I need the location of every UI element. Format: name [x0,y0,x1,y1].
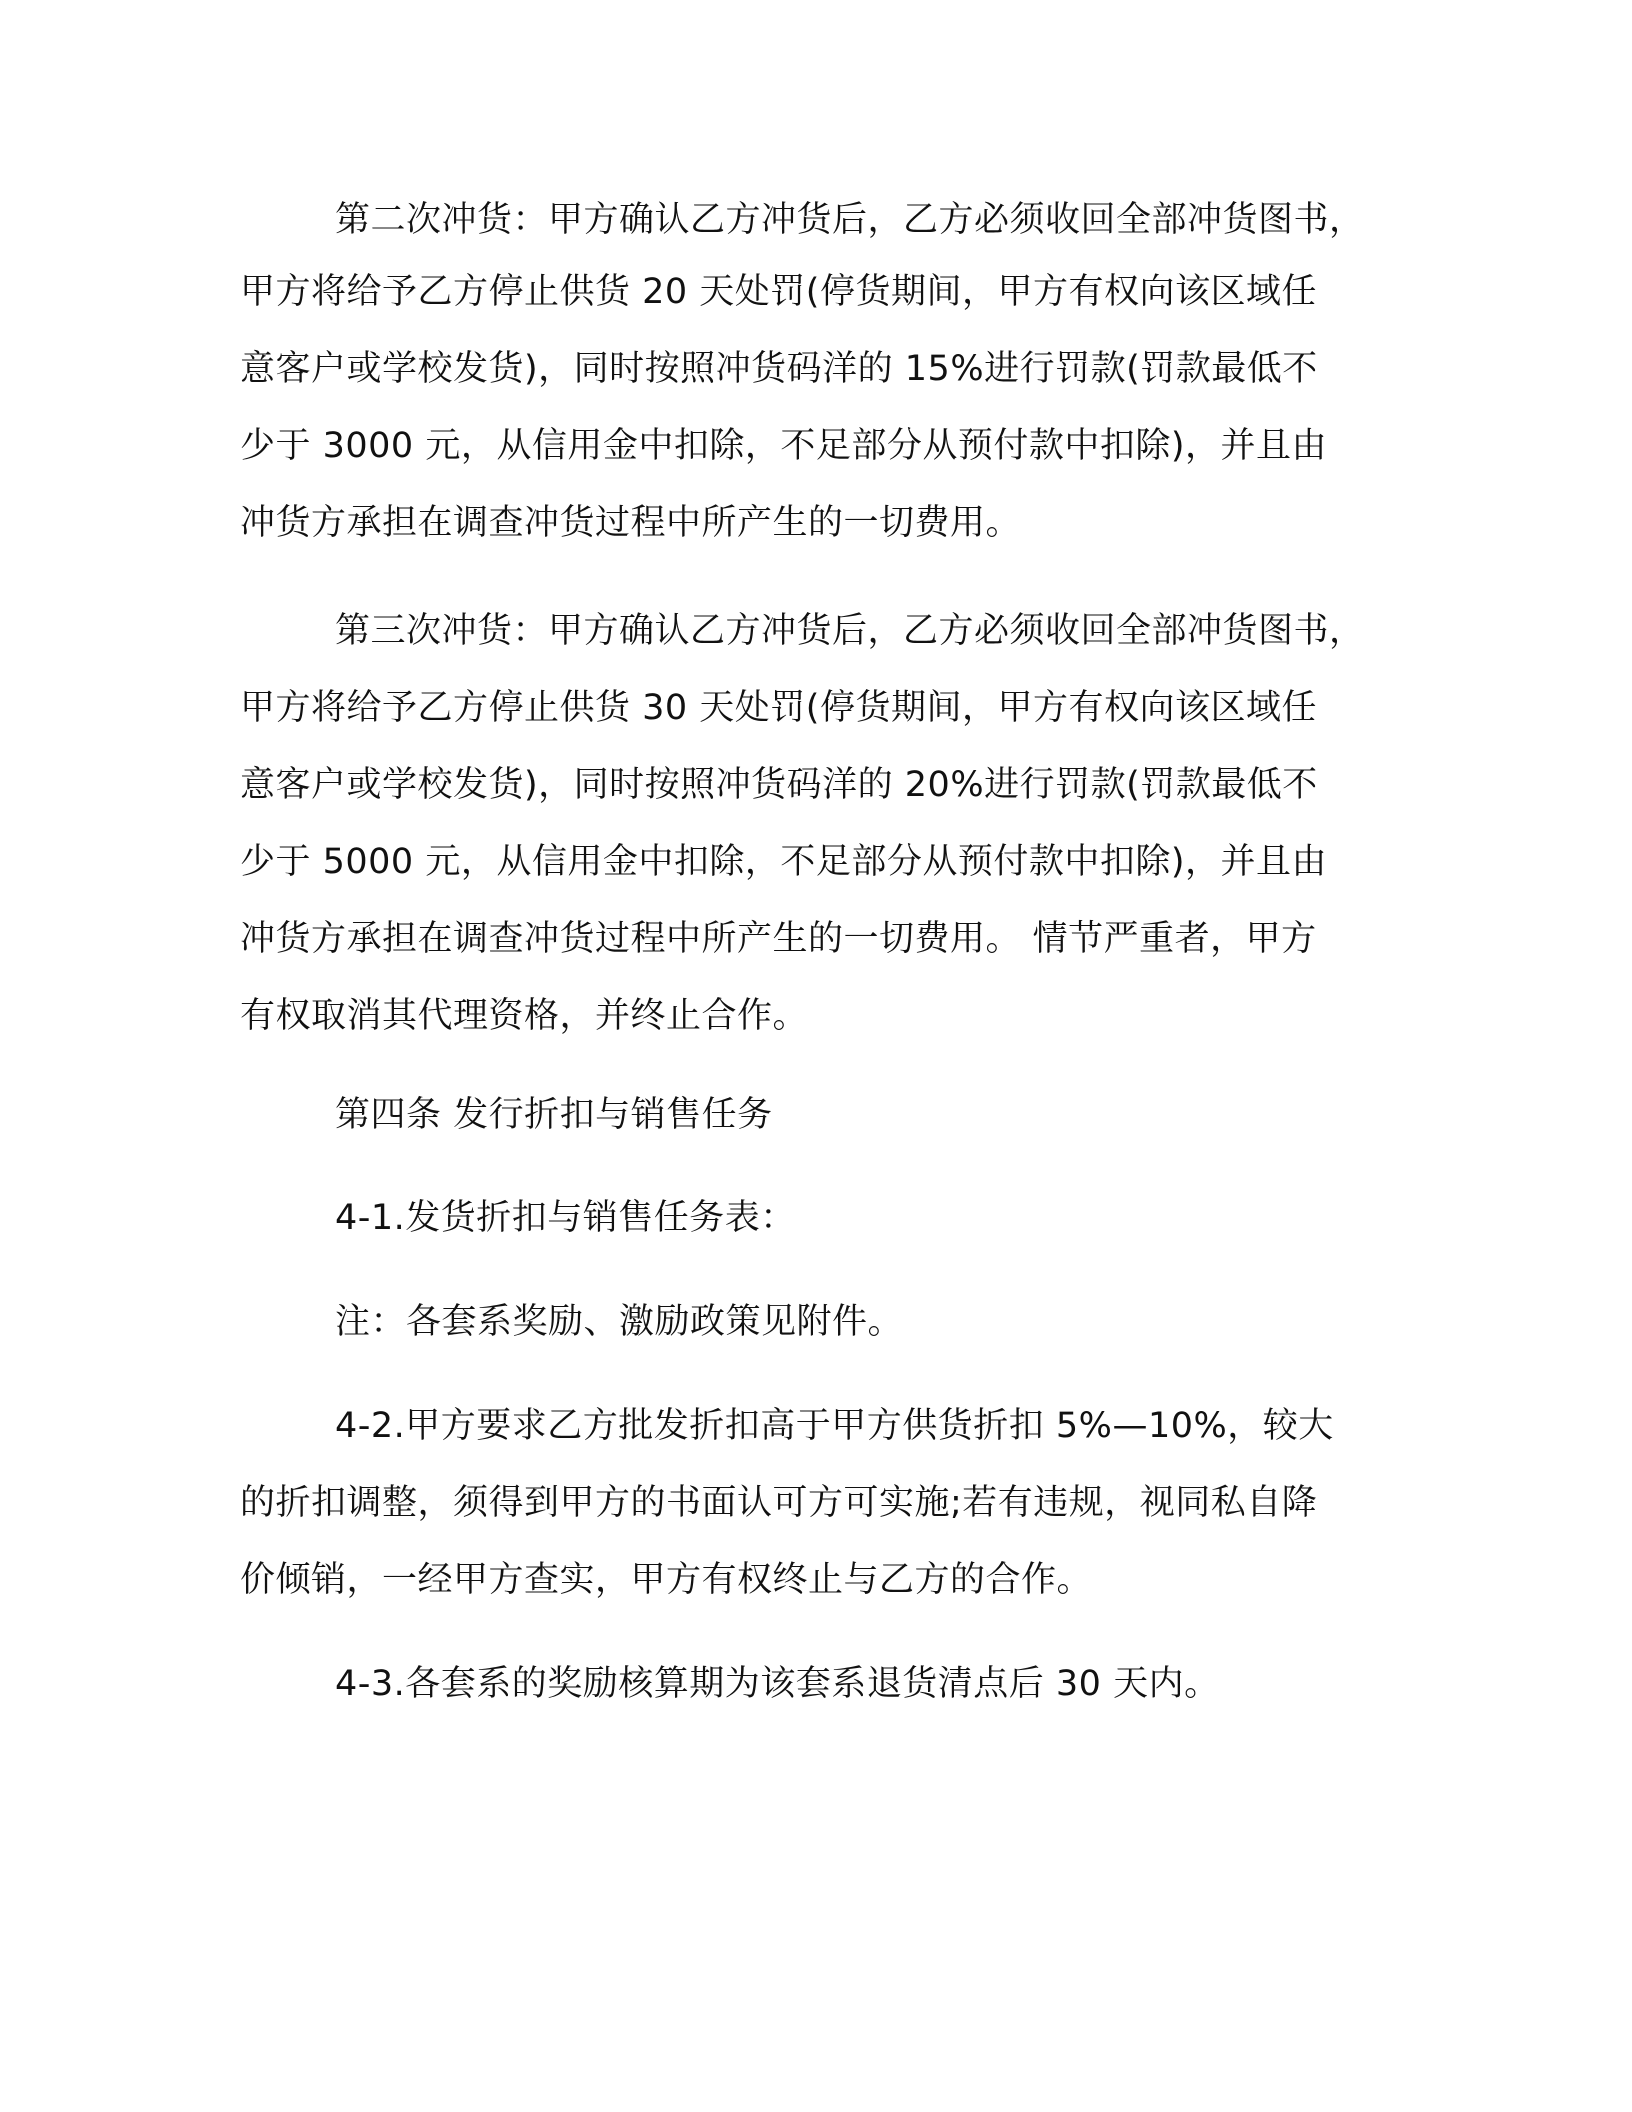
paragraph-line: 第二次冲货：甲方确认乙方冲货后，乙方必须收回全部冲货图书， [335,200,1365,240]
paragraph-line: 价倾销，一经甲方查实，甲方有权终止与乙方的合作。 [240,1560,1093,1600]
paragraph-line: 冲货方承担在调查冲货过程中所产生的一切费用。 情节严重者，甲方 [240,919,1317,959]
paragraph-line: 甲方将给予乙方停止供货 20 天处罚(停货期间，甲方有权向该区域任 [240,272,1317,312]
paragraph-line: 有权取消其代理资格，并终止合作。 [240,996,809,1036]
paragraph-line: 意客户或学校发货)，同时按照冲货码洋的 20%进行罚款(罚款最低不 [240,765,1318,805]
paragraph-line: 冲货方承担在调查冲货过程中所产生的一切费用。 [240,503,1022,543]
paragraph-line: 少于 3000 元，从信用金中扣除，不足部分从预付款中扣除)，并且由 [240,426,1327,466]
paragraph-line: 甲方将给予乙方停止供货 30 天处罚(停货期间，甲方有权向该区域任 [240,688,1317,728]
paragraph-line: 4-1.发货折扣与销售任务表： [335,1198,796,1238]
paragraph-line: 第三次冲货：甲方确认乙方冲货后，乙方必须收回全部冲货图书， [335,611,1365,651]
section-heading: 第四条 发行折扣与销售任务 [335,1095,773,1135]
paragraph-line: 4-3.各套系的奖励核算期为该套系退货清点后 30 天内。 [335,1664,1220,1704]
note-line: 注：各套系奖励、激励政策见附件。 [335,1302,904,1342]
paragraph-line: 4-2.甲方要求乙方批发折扣高于甲方供货折扣 5%—10%，较大 [335,1406,1334,1446]
paragraph-line: 少于 5000 元，从信用金中扣除，不足部分从预付款中扣除)，并且由 [240,842,1327,882]
paragraph-line: 意客户或学校发货)，同时按照冲货码洋的 15%进行罚款(罚款最低不 [240,349,1318,389]
paragraph-line: 的折扣调整，须得到甲方的书面认可方可实施;若有违规，视同私自降 [240,1483,1318,1523]
